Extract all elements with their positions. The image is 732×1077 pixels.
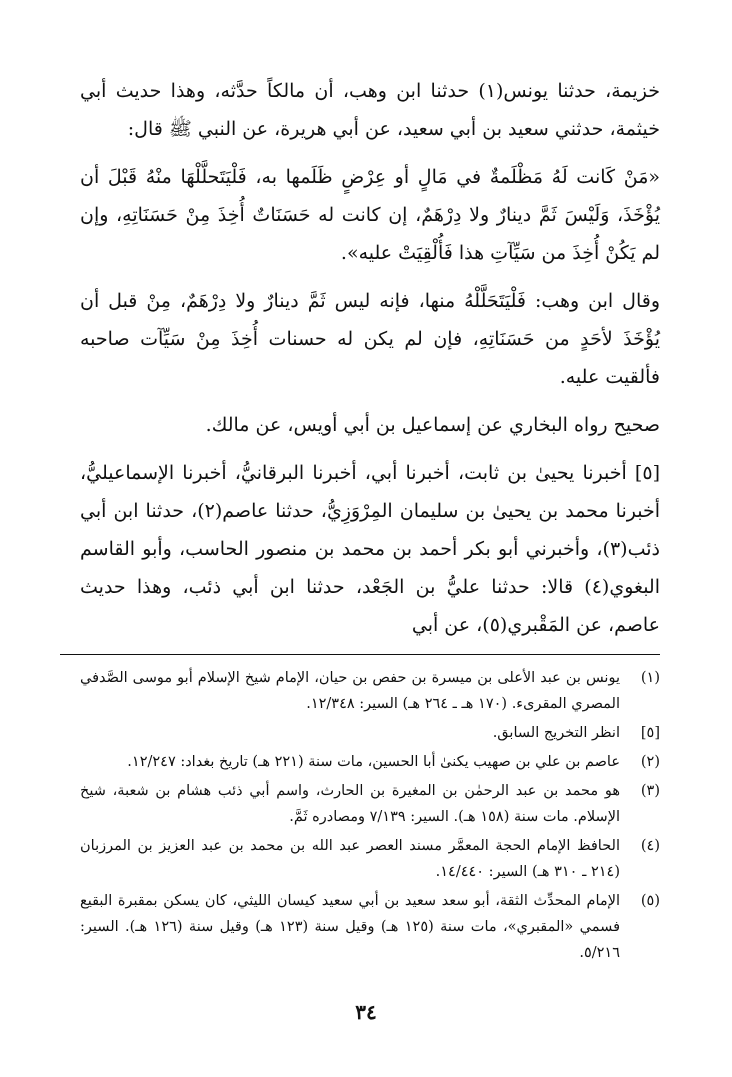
footnote-text: الإمام المحدِّث الثقة، أبو سعد سعيد بن أبي سعيد كيسان الليثي، كان يسكن بمقبرة البقيع فسمي «المقبري»، مات سنة (١٢٥ هـ) وقيل سنة (١٢٣ هـ) وقيل سنة (١٢٦ هـ). السير: ٥/٢١٦. xyxy=(80,893,620,961)
footnote xyxy=(80,749,660,775)
footnote-number: (٥) xyxy=(640,893,660,909)
footnote xyxy=(80,888,660,966)
paragraph-hadith-5: [٥] أخبرنا يحيىٰ بن ثابت، أخبرنا أبي، أخبرنا البرقانيُّ، أخبرنا الإسماعيليُّ، أخبرنا محمد بن يحيىٰ بن سليمان المِرْوَزِيُّ، حدثنا عاصم(٢)، حدثنا ابن أبي ذئب(٣)، وأخبرني أبو بكر أحمد بن محمد بن منصور الحاسب، وأبو القاسم البغوي(٤) قالا: حدثنا عليُّ بن الجَعْد، حدثنا ابن أبي ذئب، وهذا حديث عاصم، عن المَقْبري(٥)، عن أبي xyxy=(80,462,660,636)
footnote-number: (٢) xyxy=(640,754,660,770)
footnote-text: الحافظ الإمام الحجة المعمَّر مسند العصر عبد الله بن محمد بن عبد العزيز بن المرزبان (٢١٤ ـ ٣١٠ هـ) السير: ١٤/٤٤٠. xyxy=(80,838,620,880)
footnote xyxy=(80,665,660,717)
footnote xyxy=(80,833,660,885)
paragraph-isnad-intro: خزيمة، حدثنا يونس(١) حدثنا ابن وهب، أن مالكاً حدَّثه، وهذا حديث أبي خيثمة، حدثني سعيد بن أبي سعيد، عن أبي هريرة، عن النبي ﷺ قال: xyxy=(80,80,660,140)
footnote-number: [٥] xyxy=(640,725,660,741)
paragraph-sahih-note: صحيح رواه البخاري عن إسماعيل بن أبي أويس، عن مالك. xyxy=(205,414,660,436)
footnote-text: انظر التخريج السابق. xyxy=(492,725,620,741)
footnote-number: (٤) xyxy=(640,838,660,854)
footnote-text: هو محمد بن عبد الرحمٰن بن المغيرة بن الحارث، واسم أبي ذئب هشام بن شعبة، شيخ الإسلام. مات سنة (١٥٨ هـ). السير: ٧/١٣٩ ومصادره ثَمَّ. xyxy=(80,783,620,825)
paragraph-ibn-wahb: وقال ابن وهب: فَلْيَتَحَلَّلْهُ منها، فإنه ليس ثَمَّ دينارٌ ولا دِرْهَمٌ، مِنْ قبل أن يُؤْخَذَ لأحَدٍ من حَسَنَاتِهِ، فإن لم يكن له حسنات أُخِذَ مِنْ سَيِّآت صاحبه فألقيت عليه. xyxy=(80,290,660,388)
footnote-text: يونس بن عبد الأعلى بن ميسرة بن حفص بن حيان، الإمام شيخ الإسلام أبو موسى الصَّدفي المصري المقرىء. (١٧٠ هـ ـ ٢٦٤ هـ) السير: ١٢/٣٤٨. xyxy=(80,670,620,712)
main-text xyxy=(80,72,660,644)
footnote-number: (٣) xyxy=(640,783,660,799)
footnote-number: (١) xyxy=(640,670,660,686)
footnote xyxy=(80,720,660,746)
footnote-text: عاصم بن علي بن صهيب يكنىٰ أبا الحسين، مات سنة (٢٢١ هـ) تاريخ بغداد: ١٢/٢٤٧. xyxy=(127,754,620,770)
paragraph-hadith-text: «مَنْ كَانت لَهُ مَظْلَمةٌ في مَالٍ أو عِرْضٍ ظَلَمها به، فَلْيَتَحلَّلْهَا منْهُ قَبْلَ أن يُؤْخَذَ، وَلَيْسَ ثَمَّ دينارٌ ولا دِرْهَمٌ، إن كانت له حَسَنَاتٌ أُخِذَ مِنْ حَسَنَاتِهِ، وإن لم يَكُنْ أُخِذَ من سَيِّآتِ هذا فَأُلْقِيَتْ عليه». xyxy=(80,166,660,264)
page-number: ٣٤ xyxy=(355,1000,377,1024)
footnotes xyxy=(80,665,660,966)
footnote-separator xyxy=(60,654,660,655)
footnote xyxy=(80,778,660,830)
